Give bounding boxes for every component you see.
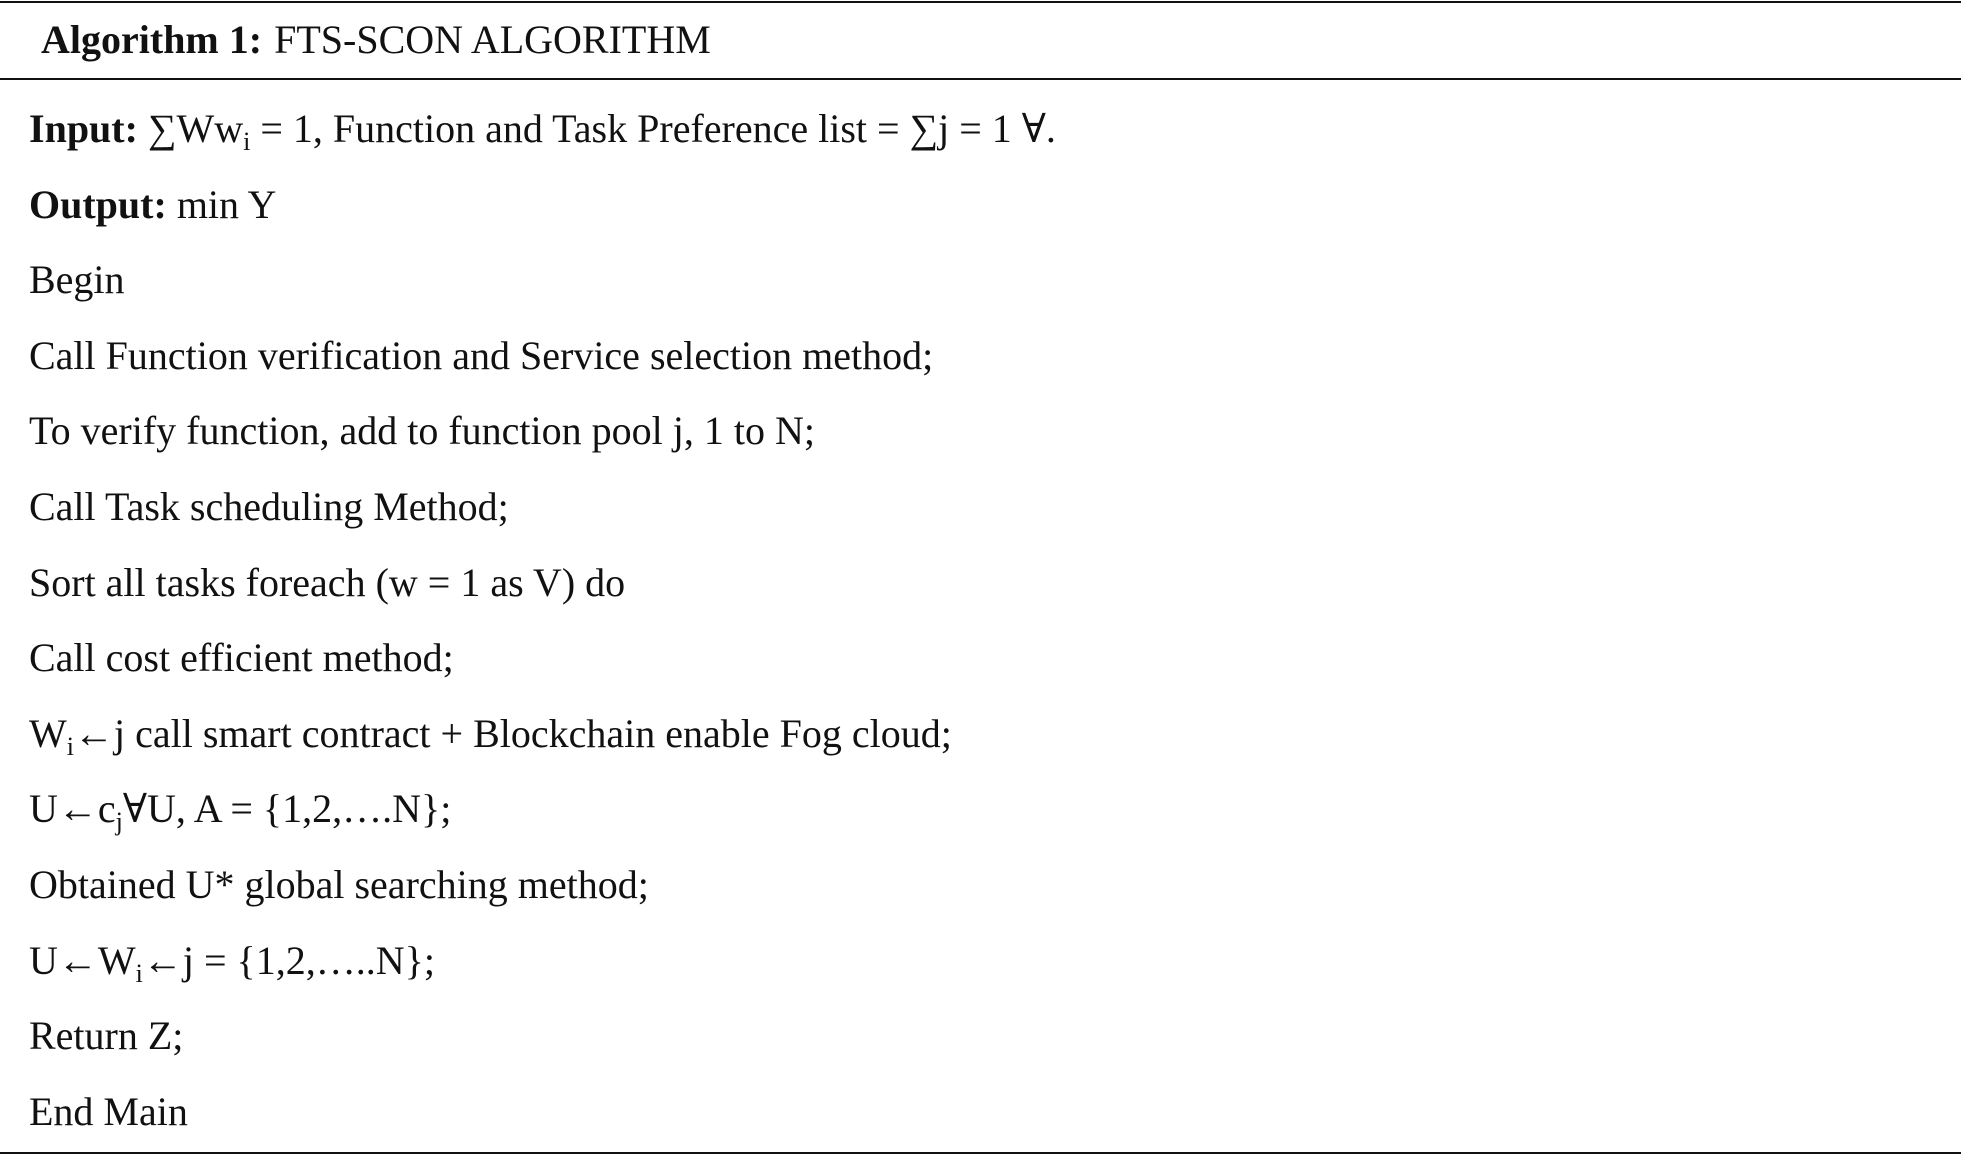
output-text: min Y [176,181,277,227]
smart-contract-part2: ←j call smart contract + Blockchain enable Fog cloud; [74,710,952,756]
u-chain-part1: U←W [29,937,136,983]
input-line [29,91,1929,167]
u-assign-subscript: j [115,807,123,837]
step-call-cost-efficient: Call cost efficient method; [29,635,454,681]
step-end: End Main [29,1088,188,1134]
step-call-task-scheduling: Call Task scheduling Method; [29,483,509,529]
algorithm-header [41,8,711,72]
input-subscript: i [243,127,251,156]
u-assign-part2: ∀U, A = {1,2,….N}; [122,786,452,832]
top-rule [0,1,1961,3]
input-text-part2: = 1, Function and Task Preference list = ∑j = 1 ∀. [250,106,1056,151]
smart-contract-subscript: i [66,731,74,761]
algorithm-label: Algorithm 1: [41,17,263,62]
step-u-chain [29,923,1929,999]
algorithm-body [29,91,1929,1149]
u-chain-part2: ←j = {1,2,…..N}; [142,937,435,983]
step-begin: Begin [29,257,125,303]
algorithm-name: FTS-SCON ALGORITHM [274,17,711,62]
input-keyword: Input: [29,106,138,151]
step-call-function-verification: Call Function verification and Service selection method; [29,332,934,378]
smart-contract-part1: W [29,710,67,756]
step-u-assign [29,771,1929,847]
header-rule [0,78,1961,80]
bottom-rule [0,1152,1961,1154]
step-sort-tasks: Sort all tasks foreach (w = 1 as V) do [29,559,626,605]
step-verify-function: To verify function, add to function pool j, 1 to N; [29,408,815,454]
step-return: Return Z; [29,1013,184,1059]
u-assign-part1: U←c [29,786,116,832]
step-obtained: Obtained U* global searching method; [29,861,649,907]
step-smart-contract [29,696,1929,772]
output-keyword: Output: [29,181,167,227]
output-line [29,167,1929,243]
input-text-part1: ∑Ww [147,106,244,151]
u-chain-subscript: i [135,958,143,988]
